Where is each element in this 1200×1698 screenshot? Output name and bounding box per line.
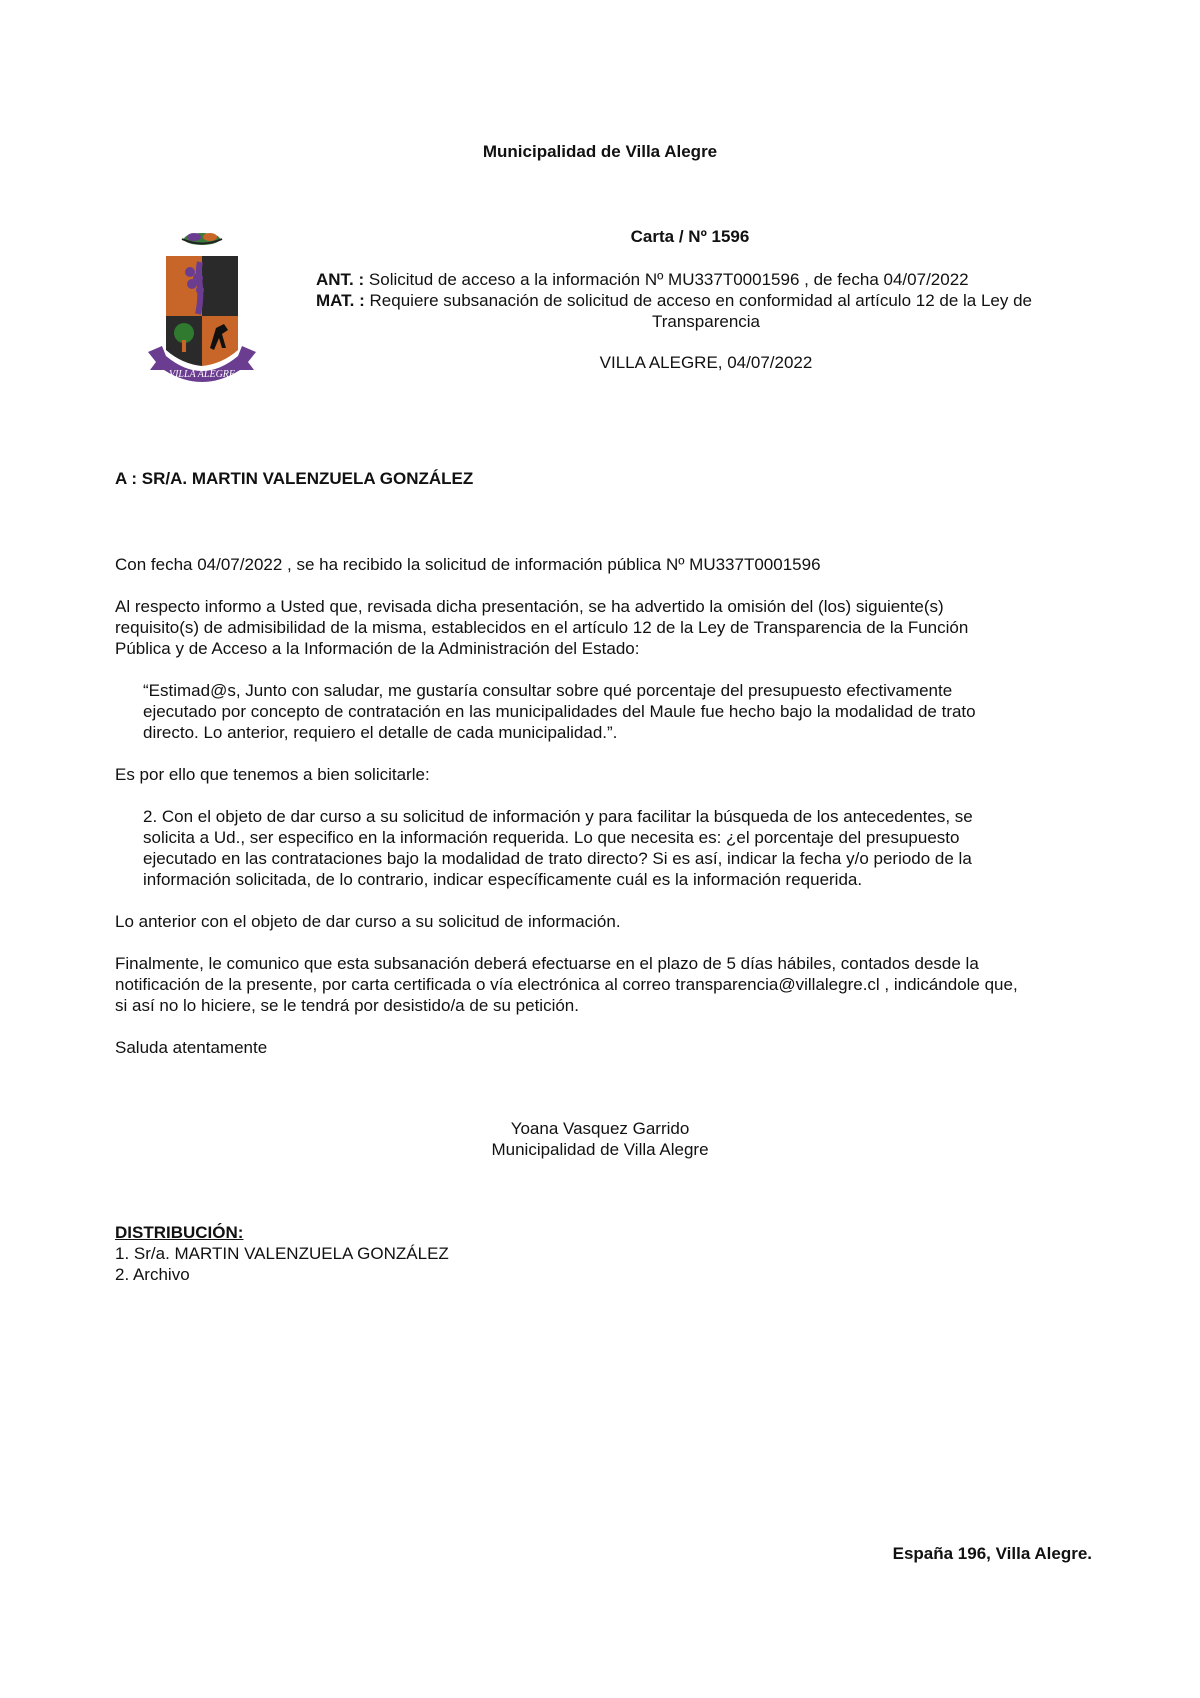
- letter-number: Carta / Nº 1596: [630, 227, 750, 246]
- paragraph-line: Al respecto informo a Usted que, revisada dicha presentación, se ha advertido la omisión del (los) siguiente(s): [115, 597, 944, 616]
- distribution-item: 1. Sr/a. MARTIN VALENZUELA GONZÁLEZ: [115, 1244, 449, 1263]
- quoted-request: [143, 680, 1093, 743]
- requirement-item-2: [143, 806, 1093, 890]
- closing-salutation: Saluda atentamente: [115, 1038, 268, 1057]
- villa-alegre-coat-of-arms-logo: [142, 228, 262, 388]
- paragraph-request-intro: Es por ello que tenemos a bien solicitarle:: [115, 765, 430, 784]
- ant-line: [316, 269, 1096, 290]
- mat-text: Requiere subsanación de solicitud de acceso en conformidad al artículo 12 de la Ley de: [369, 291, 1033, 310]
- recipient-line: A : SR/A. MARTIN VALENZUELA GONZÁLEZ: [115, 469, 474, 488]
- quote-line: ejecutado por concepto de contratación en las municipalidades del Maule fue hecho bajo la modalidad de trato: [143, 702, 976, 721]
- ant-text: Solicitud de acceso a la información Nº MU337T0001596 , de fecha 04/07/2022: [368, 270, 969, 289]
- quote-line: directo. Lo anterior, requiero el detalle de cada municipalidad.”.: [143, 723, 618, 742]
- item-line: solicita a Ud., ser especifico en la información requerida. Lo que necesita es: ¿el porcentaje del presupuesto: [143, 828, 960, 847]
- distribution-title: DISTRIBUCIÓN:: [115, 1223, 244, 1242]
- ant-label: ANT. :: [316, 270, 365, 289]
- distribution-item: 2. Archivo: [115, 1265, 190, 1284]
- crest-ornament: [182, 233, 222, 245]
- signer-name: Yoana Vasquez Garrido: [510, 1119, 690, 1138]
- paragraph-purpose: Lo anterior con el objeto de dar curso a su solicitud de información.: [115, 912, 621, 931]
- shield: [166, 256, 238, 366]
- paragraph-line: Finalmente, le comunico que esta subsanación deberá efectuarse en el plazo de 5 días hábiles, contados desde la: [115, 954, 979, 973]
- mat-text-continuation: Transparencia: [651, 312, 761, 331]
- footer-address: España 196, Villa Alegre.: [892, 1544, 1092, 1563]
- quote-line: “Estimad@s, Junto con saludar, me gustaría consultar sobre qué porcentaje del presupuesto efectivamente: [143, 681, 953, 700]
- paragraph-line: Pública y de Acceso a la Información de la Administración del Estado:: [115, 639, 640, 658]
- paragraph-line: si así no lo hiciere, se le tendrá por desistido/a de su petición.: [115, 996, 579, 1015]
- paragraph-omission: [115, 596, 1090, 659]
- paragraph-received: Con fecha 04/07/2022 , se ha recibido la solicitud de información pública Nº MU337T0001596: [115, 555, 821, 574]
- paragraph-line: notificación de la presente, por carta certificada o vía electrónica al correo transparencia@villalegre.cl , indicándole que,: [115, 975, 1018, 994]
- place-and-date: VILLA ALEGRE, 04/07/2022: [599, 353, 813, 372]
- paragraph-deadline: [115, 953, 1090, 1016]
- item-line: 2. Con el objeto de dar curso a su solicitud de información y para facilitar la búsqueda de los antecedentes, se: [143, 807, 973, 826]
- mat-label: MAT. :: [316, 291, 365, 310]
- mat-line: [316, 290, 1096, 311]
- item-line: ejecutado en las contrataciones bajo la modalidad de trato directo? Si es así, indicar la fecha y/o periodo de la: [143, 849, 972, 868]
- item-line: información solicitada, de lo contrario, indicar específicamente cuál es la información requerida.: [143, 870, 863, 889]
- ribbon-text: VILLA ALEGRE: [168, 369, 236, 380]
- paragraph-line: requisito(s) de admisibilidad de la misma, establecidos en el artículo 12 de la Ley de Transparencia de la Función: [115, 618, 969, 637]
- signer-organization: Municipalidad de Villa Alegre: [491, 1140, 709, 1159]
- organization-title: Municipalidad de Villa Alegre: [482, 142, 718, 161]
